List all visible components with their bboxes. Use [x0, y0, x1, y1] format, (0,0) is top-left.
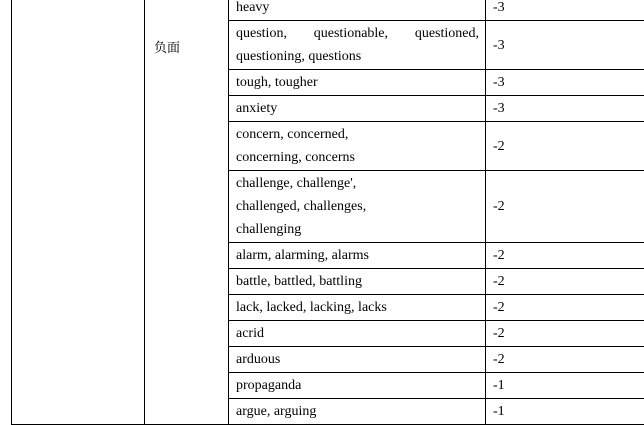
score-cell: -1 — [486, 373, 644, 399]
word-cell: arduous — [229, 347, 486, 373]
sentiment-lexicon-table — [11, 0, 644, 425]
score-cell: -3 — [486, 96, 644, 122]
score-cell: -2 — [486, 122, 644, 171]
word-cell: alarm, alarming, alarms — [229, 243, 486, 269]
word-cell: question, questionable, questioned, questioning, questions — [229, 21, 486, 70]
word-cell: concern, concerned, concerning, concerns — [229, 122, 486, 171]
table-row — [12, 0, 644, 21]
score-cell: -2 — [486, 347, 644, 373]
score-cell: -2 — [486, 269, 644, 295]
score-cell: -3 — [486, 70, 644, 96]
word-cell: tough, tougher — [229, 70, 486, 96]
category-cell: 负面 — [145, 0, 229, 425]
word-cell: heavy — [229, 0, 486, 21]
score-cell: -1 — [486, 399, 644, 425]
score-cell: -2 — [486, 171, 644, 243]
blank-column-cell — [12, 0, 145, 425]
word-cell: acrid — [229, 321, 486, 347]
table-body — [12, 0, 644, 425]
word-cell: challenge, challenge', challenged, challenges, challenging — [229, 171, 486, 243]
score-cell: -3 — [486, 0, 644, 21]
score-cell: -2 — [486, 295, 644, 321]
score-cell: -2 — [486, 321, 644, 347]
score-cell: -2 — [486, 243, 644, 269]
score-cell: -3 — [486, 21, 644, 70]
word-cell: anxiety — [229, 96, 486, 122]
word-cell: argue, arguing — [229, 399, 486, 425]
word-cell: propaganda — [229, 373, 486, 399]
word-cell: battle, battled, battling — [229, 269, 486, 295]
word-cell: lack, lacked, lacking, lacks — [229, 295, 486, 321]
